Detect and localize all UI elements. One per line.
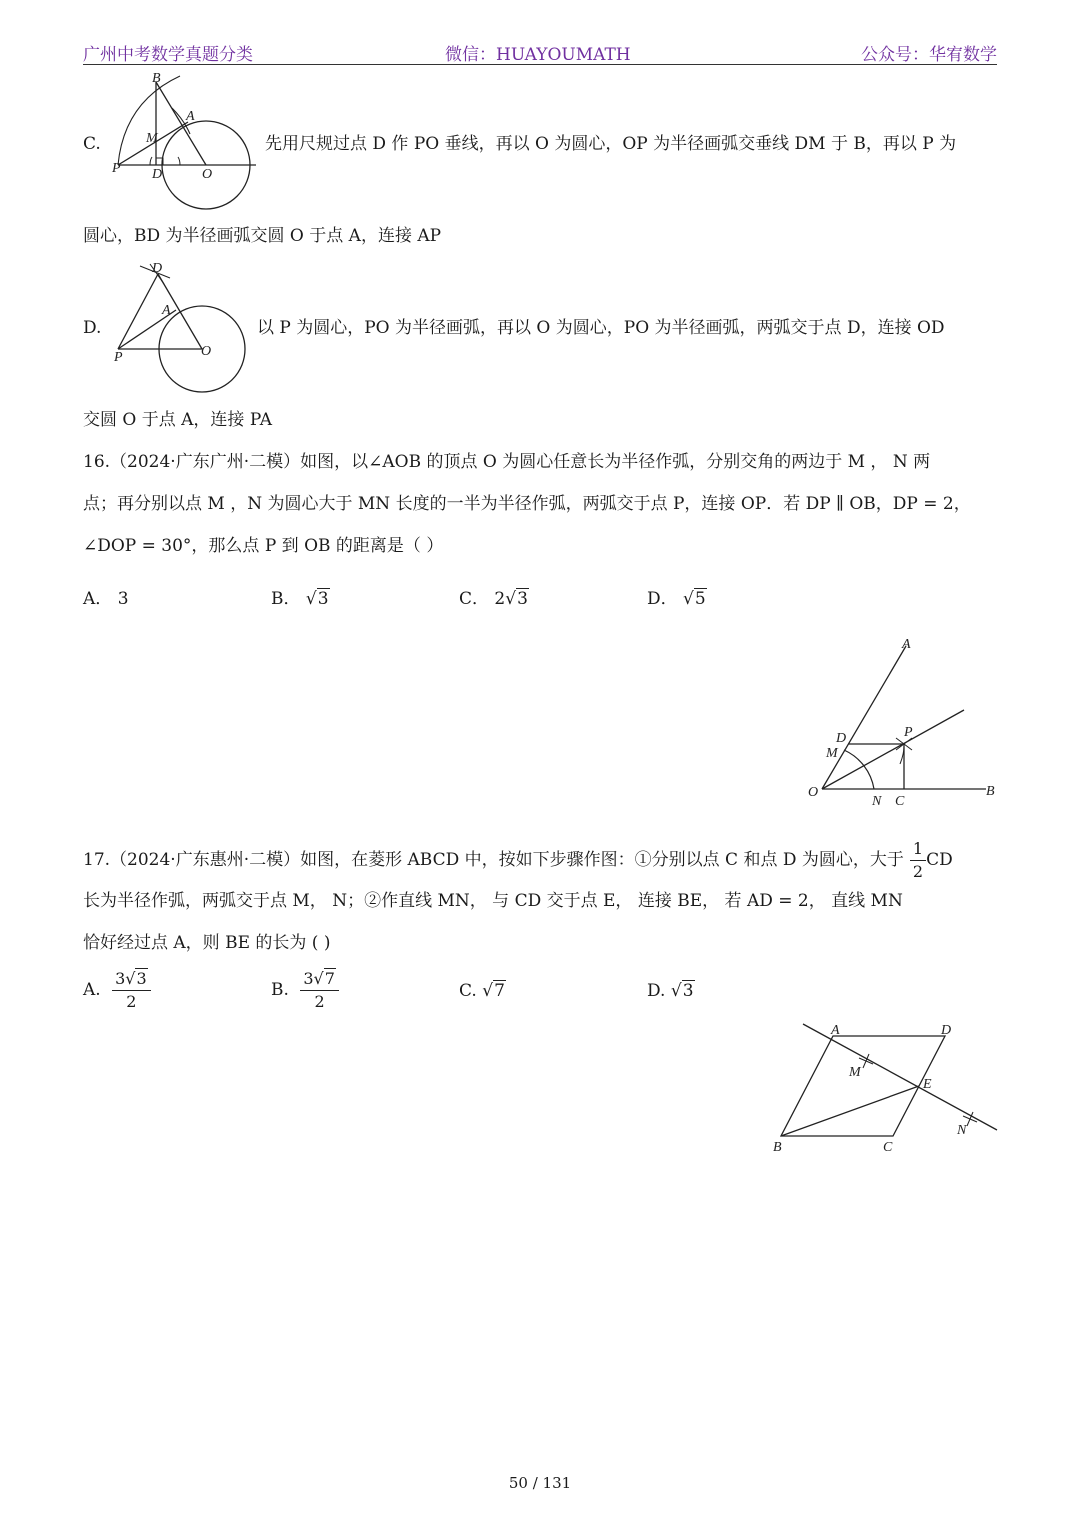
q17-option-d-sqrt: √3 — [670, 981, 694, 1001]
q17-label-m: M — [849, 1065, 861, 1080]
header-wechat: 微信：HUAYOUMATH — [445, 45, 631, 65]
q16-option-c-radicand: 3 — [517, 589, 528, 609]
q17-option-a-coef: 3 — [115, 969, 126, 988]
q16-stem-line-2: 点；再分别以点 M ，N 为圆心大于 MN 长度的一半为半径作弧，两弧交于点 P，连接 OP．若 DP ∥ OB，DP = 2， — [83, 494, 971, 514]
q17-option-c-radicand: 7 — [494, 981, 505, 1001]
q15-option-c-label: C. — [83, 134, 101, 154]
q17-option-a-radicand: 3 — [136, 969, 147, 988]
q15d-label-p: P — [114, 350, 123, 365]
q16-label-o: O — [808, 785, 819, 800]
q17-option-a-label: A. — [83, 980, 101, 1000]
q17-option-b-frac — [300, 968, 339, 1013]
q17-frac-num: 1 — [910, 838, 926, 861]
q15-figure-d — [110, 262, 250, 397]
q16-option-d-label: D． — [647, 589, 678, 609]
q17-option-c-label: C. — [459, 981, 477, 1001]
q17-option-d-label: D. — [647, 981, 666, 1001]
q17-option-b-radicand: 7 — [324, 969, 335, 988]
page-number: 50 / 131 — [508, 1474, 572, 1492]
q17-stem-line-1-pre: 17.（2024·广东惠州·二模）如图，在菱形 ABCD 中，按如下步骤作图：①分别以点 C 和点 D 为圆心，大于 — [83, 850, 904, 870]
q15d-label-a: A — [162, 303, 171, 318]
q17-label-n: N — [957, 1123, 967, 1138]
q17-option-d-radicand: 3 — [682, 981, 694, 1001]
q15c-label-a: A — [186, 109, 195, 124]
q16-option-c-sqrt: √3 — [505, 589, 528, 609]
header-left: 广州中考数学真题分类 — [83, 45, 253, 65]
q16-label-p: P — [904, 725, 913, 740]
q17-stem-line-1-post: CD — [926, 850, 953, 870]
q17-option-c — [459, 981, 506, 1001]
q17-option-b-sqrt: √7 — [313, 969, 335, 988]
q16-option-c-label: C． — [459, 589, 490, 609]
q15c-label-p: P — [112, 161, 121, 176]
q16-option-b-sqrt: √3 — [305, 589, 329, 609]
q17-label-e: E — [923, 1077, 932, 1092]
q16-option-a — [83, 584, 129, 609]
q16-option-c — [459, 584, 529, 609]
q15-figure-c — [110, 72, 260, 212]
q17-option-d — [647, 981, 695, 1001]
q17-label-c: C — [883, 1140, 893, 1155]
q16-option-d-radicand: 5 — [694, 589, 706, 609]
q17-label-a: A — [831, 1023, 840, 1038]
q16-stem-line-1: 16.（2024·广东广州·二模）如图，以∠AOB 的顶点 O 为圆心任意长为半径作弧，分别交角的两边于 M ， N 两 — [83, 452, 931, 472]
q17-option-b-label: B. — [271, 980, 289, 1000]
q16-option-d — [647, 584, 707, 609]
q15-option-d-label: D. — [83, 318, 102, 338]
q16-label-m: M — [826, 746, 838, 761]
q15c-label-m: M — [146, 131, 158, 146]
q16-option-a-value: 3 — [117, 589, 129, 609]
q17-option-a — [83, 968, 151, 1013]
q17-option-b-num — [300, 968, 339, 991]
q17-option-a-sqrt: √3 — [125, 969, 147, 988]
q15d-label-d: D — [152, 261, 163, 276]
q17-frac-den: 2 — [912, 862, 924, 881]
header-account: 公众号：华宥数学 — [861, 45, 997, 65]
q15-option-c-text-2: 圆心，BD 为半径画弧交圆 O 于点 A，连接 AP — [83, 226, 442, 246]
q17-stem-line-1 — [83, 838, 953, 883]
q15c-label-d: D — [152, 167, 163, 182]
q16-option-b-radicand: 3 — [317, 589, 329, 609]
q17-option-a-frac — [112, 968, 151, 1013]
q17-option-a-num — [112, 968, 151, 991]
page-header — [83, 38, 997, 65]
q15-option-c-text-1: 先用尺规过点 D 作 PO 垂线，再以 O 为圆心，OP 为半径画弧交垂线 DM 于 B，再以 P 为 — [265, 134, 957, 154]
q16-label-a: A — [902, 637, 911, 652]
q17-figure — [765, 1018, 1005, 1158]
q17-stem-line-2: 长为半径作弧，两弧交于点 M， N；②作直线 MN， 与 CD 交于点 E， 连接 BE， 若 AD = 2， 直线 MN — [83, 891, 903, 911]
q16-option-c-coef: 2 — [494, 589, 506, 609]
q15d-label-o: O — [201, 344, 212, 359]
q16-label-d: D — [836, 731, 847, 746]
q17-option-b-coef: 3 — [303, 969, 314, 988]
q15-option-d-text-1: 以 P 为圆心，PO 为半径画弧，再以 O 为圆心，PO 为半径画弧，两弧交于点 D，连接 OD — [257, 318, 945, 338]
q16-option-a-label: A． — [83, 589, 113, 609]
q16-label-c: C — [895, 794, 905, 809]
q17-half-fraction — [910, 838, 926, 883]
q16-option-b — [271, 584, 330, 609]
q15-option-d-text-2: 交圆 O 于点 A，连接 PA — [83, 410, 272, 430]
q16-label-n: N — [872, 794, 882, 809]
q17-label-b: B — [773, 1140, 782, 1155]
q16-stem-line-3: ∠DOP = 30°，那么点 P 到 OB 的距离是（ ） — [83, 536, 444, 556]
q15c-label-b: B — [152, 71, 161, 86]
q17-option-b-den: 2 — [314, 992, 325, 1011]
q16-option-b-label: B． — [271, 589, 301, 609]
q16-option-d-sqrt: √5 — [683, 589, 706, 609]
q16-figure — [800, 628, 1010, 813]
q17-option-b — [271, 968, 339, 1013]
q17-label-d: D — [941, 1023, 952, 1038]
q17-option-c-sqrt: √7 — [482, 981, 505, 1001]
q17-option-a-den: 2 — [126, 992, 137, 1011]
q17-stem-line-3: 恰好经过点 A，则 BE 的长为 ( ) — [83, 933, 331, 953]
q15c-label-o: O — [202, 167, 213, 182]
q16-label-b: B — [986, 784, 995, 799]
